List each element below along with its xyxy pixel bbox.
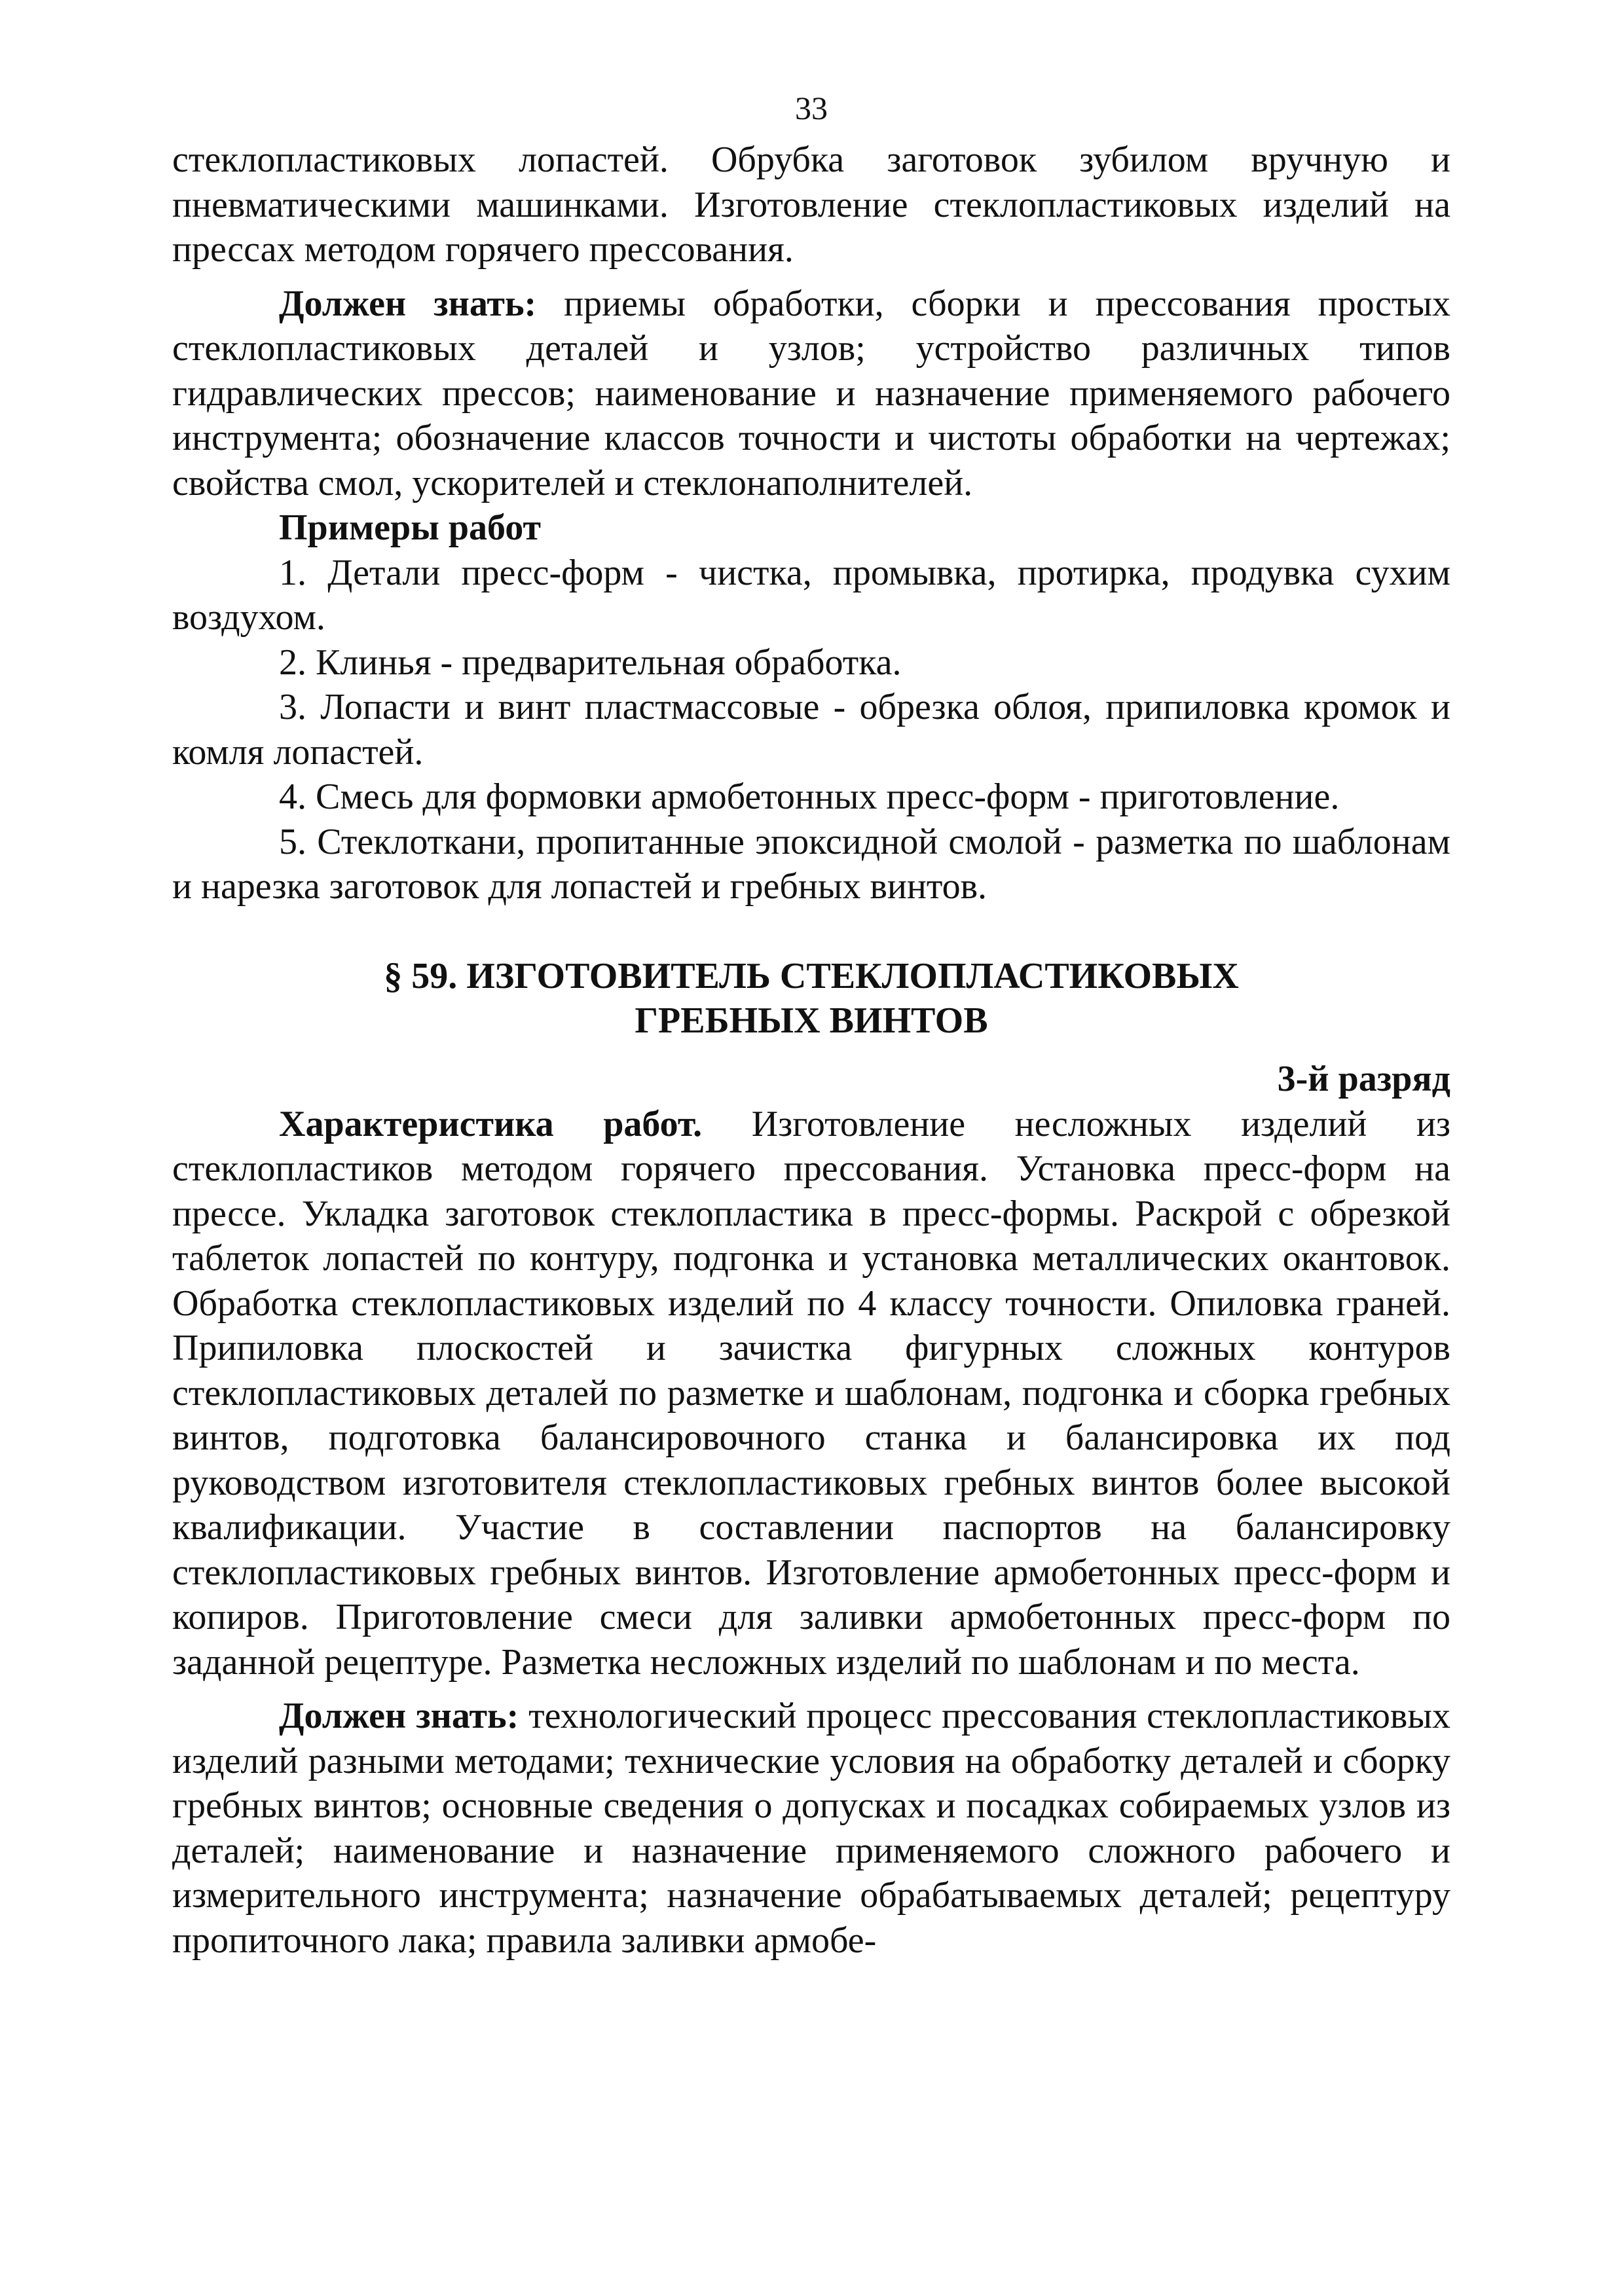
example-item-4: 4. Смесь для формовки армобетонных пресс-форм - приготовление. — [279, 776, 1340, 817]
must-know-paragraph-2 — [172, 1694, 1450, 1963]
characteristic-text: Изготовление несложных изделий из стеклопластиков методом горячего прессования. Установка пресс-форм на прессе. Укладка заготовок стеклопластика в пресс-формы. Раскрой с обрезкой таблеток лопастей по контуру, подгонка и установка металлических окантовок. Обработка стеклопластиковых изделий по 4 классу точности. Опиловка граней. Припиловка плоскостей и зачистка фигурных сложных контуров стеклопластиковых деталей по разметке и шаблонам, подгонка и сборка гребных винтов, подготовка балансировочного станка и балансировка их под руководством изготовителя стеклопластиковых гребных винтов более высокой квалификации. Участие в составлении паспортов на балансировку стеклопластиковых гребных винтов. Изготовление армобетонных пресс-форм и копиров. Приготовление смеси для заливки армобетонных пресс-форм по заданной рецептуре. Разметка несложных изделий по шаблонам и по места. — [172, 1103, 1450, 1683]
must-know-text-2: технологический процесс прессования стеклопластиковых изделий разными методами; технические условия на обработку деталей и сборку гребных винтов; основные сведения о допусках и посадках собираемых узлов из деталей; наименование и назначение применяемого сложного рабочего и измерительного инструмента; назначение обрабатываемых деталей; рецептуру пропиточного лака; правила заливки армобе- — [172, 1696, 1451, 1961]
grade-label: 3-й разряд — [1277, 1058, 1450, 1099]
example-item-2: 2. Клинья - предварительная обработка. — [279, 642, 902, 683]
must-know-text-1: приемы обработки, сборки и прессования простых стеклопластиковых деталей и узлов; устройство различных типов гидравлических прессов; наименование и назначение применяемого рабочего инструмента; обозначение классов точности и чистоты обработки на чертежах; свойства смол, ускорителей и стеклонаполнителей. — [172, 283, 1450, 503]
document-page — [172, 79, 1450, 1963]
examples-heading: Примеры работ — [279, 507, 542, 548]
example-item-1: 1. Детали пресс-форм - чистка, промывка, протирка, продувка сухим воздухом. — [172, 552, 1450, 638]
must-know-label-2: Должен знать: — [279, 1696, 519, 1736]
section-heading — [172, 954, 1450, 1043]
continued-paragraph: стеклопластиковых лопастей. Обрубка заготовок зубилом вручную и пневматическими машинками. Изготовление стеклопластиковых изделий на прессах методом горячего прессования. — [172, 139, 1450, 270]
characteristic-paragraph — [172, 1102, 1450, 1685]
must-know-label-1: Должен знать: — [279, 283, 537, 324]
page-number: 33 — [795, 90, 828, 126]
example-item-3: 3. Лопасти и винт пластмассовые - обрезка облоя, припиловка кромок и комля лопастей. — [172, 687, 1450, 773]
example-item-5: 5. Стеклоткани, пропитанные эпоксидной смолой - разметка по шаблонам и нарезка заготовок для лопастей и гребных винтов. — [172, 821, 1450, 907]
characteristic-label: Характеристика работ. — [279, 1103, 703, 1144]
must-know-paragraph-1 — [172, 282, 1450, 506]
section-heading-line-1: § 59. ИЗГОТОВИТЕЛЬ СТЕКЛОПЛАСТИКОВЫХ — [384, 955, 1239, 996]
section-heading-line-2: ГРЕБНЫХ ВИНТОВ — [635, 1000, 988, 1041]
